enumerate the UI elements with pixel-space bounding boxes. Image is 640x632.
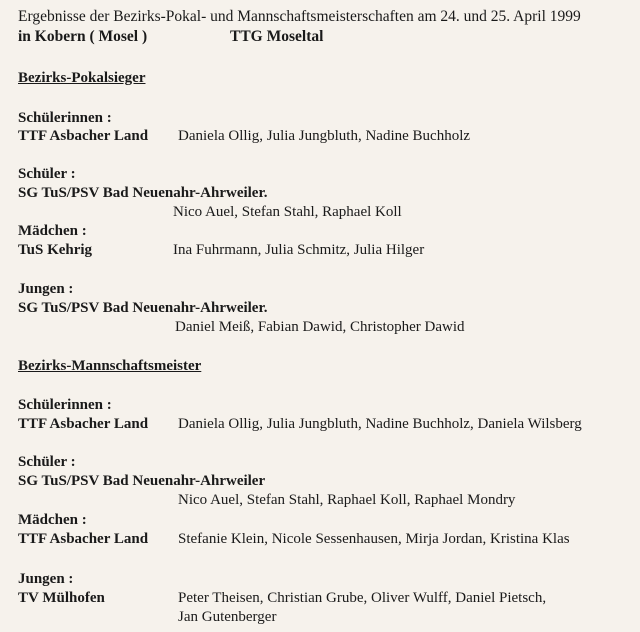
player-names: Ina Fuhrmann, Julia Schmitz, Julia Hilger	[173, 242, 425, 258]
club-name: SG TuS/PSV Bad Neuenahr-Ahrweiler.	[18, 300, 268, 316]
club-name: TTF Asbacher Land	[18, 531, 149, 547]
player-names: Nico Auel, Stefan Stahl, Raphael Koll, Raphael Mondry	[178, 492, 516, 508]
category-label: Schülerinnen :	[18, 110, 112, 126]
category-label: Schüler :	[18, 166, 76, 182]
category-label: Mädchen :	[18, 223, 87, 239]
club-name: TTF Asbacher Land	[18, 416, 149, 432]
player-names: Daniela Ollig, Julia Jungbluth, Nadine Buchholz	[178, 128, 471, 144]
category-label: Jungen :	[18, 571, 74, 587]
club-name: SG TuS/PSV Bad Neuenahr-Ahrweiler	[18, 473, 266, 489]
header-line: Ergebnisse der Bezirks-Pokal- und Mannschaftsmeisterschaften am 24. und 25. April 1999	[18, 8, 581, 25]
player-names: Nico Auel, Stefan Stahl, Raphael Koll	[173, 204, 402, 220]
category-label: Mädchen :	[18, 512, 87, 528]
player-names: Peter Theisen, Christian Grube, Oliver Wulff, Daniel Pietsch,	[178, 590, 547, 606]
club-name: TuS Kehrig	[18, 242, 93, 258]
player-names: Daniela Ollig, Julia Jungbluth, Nadine Buchholz, Daniela Wilsberg	[178, 416, 582, 432]
player-names: Stefanie Klein, Nicole Sessenhausen, Mirja Jordan, Kristina Klas	[178, 531, 570, 547]
club-name: SG TuS/PSV Bad Neuenahr-Ahrweiler.	[18, 185, 268, 201]
header-location: in Kobern ( Mosel )	[18, 28, 148, 45]
club-name: TTF Asbacher Land	[18, 128, 149, 144]
section-title-mannschaftsmeister: Bezirks-Mannschaftsmeister	[18, 358, 202, 374]
header-organizer: TTG Moseltal	[230, 28, 324, 45]
category-label: Schüler :	[18, 454, 76, 470]
player-names: Daniel Meiß, Fabian Dawid, Christopher Dawid	[175, 319, 465, 335]
section-title-pokalsieger: Bezirks-Pokalsieger	[18, 70, 146, 86]
club-name: TV Mülhofen	[18, 590, 105, 606]
category-label: Schülerinnen :	[18, 397, 112, 413]
player-names-continued: Jan Gutenberger	[178, 609, 277, 625]
category-label: Jungen :	[18, 281, 74, 297]
